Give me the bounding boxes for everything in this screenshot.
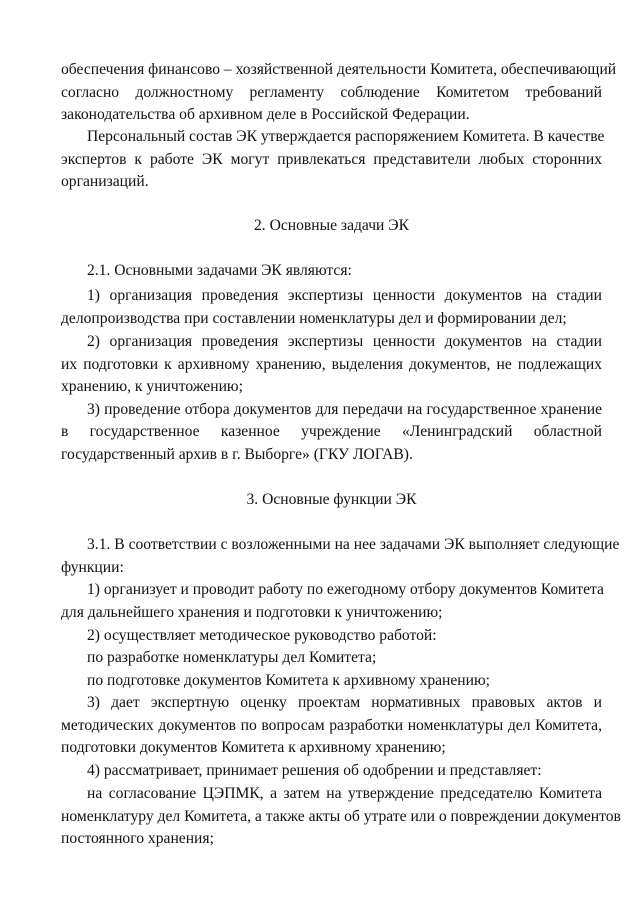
section-heading-3: 3. Основные функции ЭК: [246, 491, 417, 508]
paragraph-line: 3) дает экспертную оценку проектам нормативных правовых актов и: [87, 694, 602, 711]
paragraph-line: делопроизводства при составлении номенклатуры дел и формировании дел;: [61, 310, 567, 327]
paragraph-line: государственный архив в г. Выборге» (ГКУ ЛОГАВ).: [61, 446, 413, 463]
paragraph-line: постоянного хранения;: [61, 830, 214, 847]
paragraph-line: 3) проведение отбора документов для передачи на государственное хранение: [87, 401, 602, 418]
paragraph-line: 3.1. В соответствии с возложенными на нее задачами ЭК выполняет следующие: [87, 536, 620, 553]
paragraph-line: законодательства об архивном деле в Российской Федерации.: [61, 106, 470, 123]
paragraph-line: их подготовки к архивному хранению, выделения документов, не подлежащих: [61, 356, 602, 373]
paragraph-line: 4) рассматривает, принимает решения об одобрении и представляет:: [87, 762, 542, 779]
paragraph-line: Персональный состав ЭК утверждается распоряжением Комитета. В качестве: [87, 128, 605, 145]
paragraph-line: 1) организует и проводит работу по ежегодному отбору документов Комитета: [87, 581, 604, 598]
paragraph-line: в государственное казенное учреждение «Ленинградский областной: [61, 423, 602, 440]
paragraph-line: хранению, к уничтожению;: [61, 378, 243, 395]
paragraph-line: подготовки документов Комитета к архивному хранению;: [61, 739, 446, 756]
paragraph-line: организаций.: [61, 173, 149, 190]
paragraph-line: 2.1. Основными задачами ЭК являются:: [87, 262, 352, 279]
paragraph-line: для дальнейшего хранения и подготовки к уничтожению;: [61, 604, 443, 621]
section-heading-2: 2. Основные задачи ЭК: [253, 217, 410, 234]
paragraph-line: 2) осуществляет методическое руководство работой:: [87, 627, 437, 644]
paragraph-line: 2) организация проведения экспертизы ценности документов на стадии: [87, 333, 602, 350]
paragraph-line: на согласование ЦЭПМК, а затем на утверждение председателю Комитета: [87, 785, 602, 802]
paragraph-line: 1) организация проведения экспертизы ценности документов на стадии: [87, 287, 602, 304]
paragraph-line: номенклатуру дел Комитета, а также акты об утрате или о повреждении документов: [61, 808, 621, 825]
paragraph-line: по подготовке документов Комитета к архивному хранению;: [87, 672, 490, 689]
paragraph-line: согласно должностному регламенту соблюдение Комитетом требований: [61, 84, 602, 101]
paragraph-line: по разработке номенклатуры дел Комитета;: [87, 649, 377, 666]
paragraph-line: функции:: [61, 559, 124, 576]
paragraph-line: экспертов к работе ЭК могут привлекаться представители любых сторонних: [61, 151, 602, 168]
paragraph-line: обеспечения финансово – хозяйственной деятельности Комитета, обеспечивающий: [61, 61, 617, 78]
paragraph-line: методических документов по вопросам разработки номенклатуры дел Комитета,: [61, 717, 602, 734]
